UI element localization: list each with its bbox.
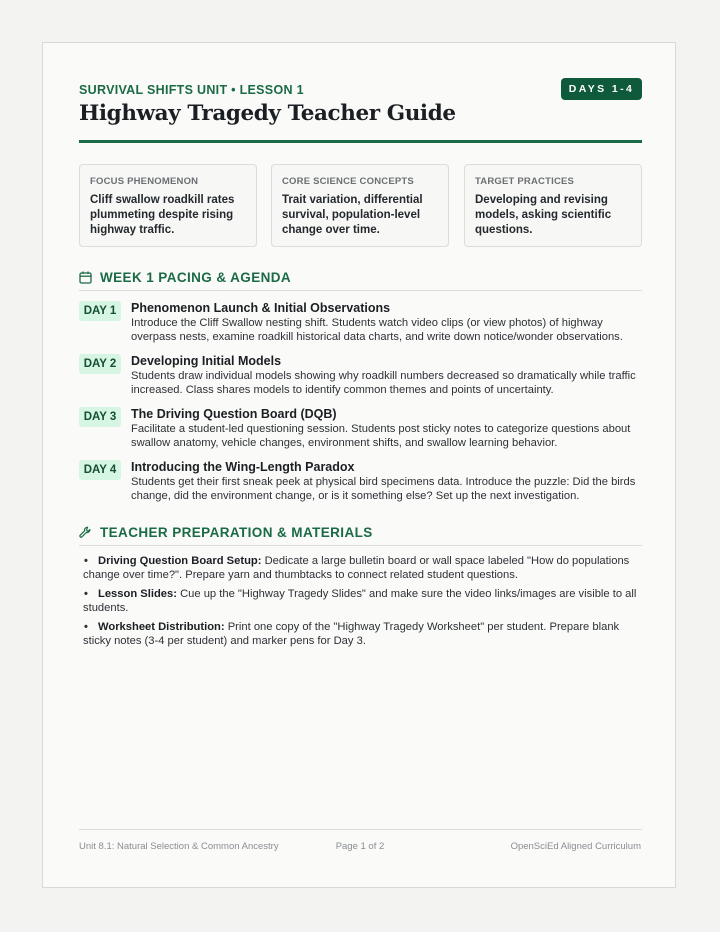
- day-badge: DAY 1: [79, 301, 121, 321]
- unit-eyebrow: SURVIVAL SHIFTS UNIT • LESSON 1: [79, 83, 304, 97]
- pacing-section-title: WEEK 1 PACING & AGENDA: [100, 269, 292, 285]
- card-focus-phenomenon: [79, 164, 257, 247]
- agenda-item-description: Students get their first sneak peek at physical bird specimens data. Introduce the puzzle: Did the birds change, did the environment change, or is it something else? Set up the next investigation.: [131, 476, 636, 502]
- calendar-icon: [79, 271, 92, 284]
- materials-divider: [79, 545, 642, 546]
- agenda-item-description: Facilitate a student-led questioning session. Students post sticky notes to categorize questions about swallow anatomy, vehicle changes, environment shifts, and swallow learning behavior.: [131, 423, 631, 449]
- list-item-text: Print one copy of the "Highway Tragedy Worksheet" per student. Prepare blank sticky notes (3-4 per student) and marker pens for Day 3.: [83, 621, 620, 647]
- wrench-icon: [79, 526, 92, 539]
- materials-section-header: [79, 522, 373, 542]
- agenda-item-title: Phenomenon Launch & Initial Observations: [131, 301, 391, 315]
- card-text: Trait variation, differential survival, population-level change over time.: [282, 194, 423, 236]
- footer-page-number: Page 1 of 2: [335, 841, 385, 852]
- list-item: • Driving Question Board Setup: Dedicate a large bulletin board or wall space labeled "How do populations change over time?". Prepare yarn and thumbtacks to connect related student questions.: [83, 555, 630, 581]
- materials-list: [83, 554, 643, 653]
- card-label: TARGET PRACTICES: [475, 176, 575, 187]
- footer-unit: Unit 8.1: Natural Selection & Common Ancestry: [79, 841, 279, 852]
- list-item: • Worksheet Distribution: Print one copy of the "Highway Tragedy Worksheet" per student. Prepare blank sticky notes (3-4 per student) and marker pens for Day 3.: [83, 621, 620, 647]
- pacing-section-header: [79, 267, 291, 287]
- agenda-item-description: Introduce the Cliff Swallow nesting shift. Students watch video clips (or view photos) of highway overpass nests, examine roadkill historical data charts, and write down notice/wonder observations.: [131, 317, 623, 343]
- list-item: • Lesson Slides: Cue up the "Highway Tragedy Slides" and make sure the video links/images are visible to all students.: [83, 588, 637, 614]
- materials-section-title: TEACHER PREPARATION & MATERIALS: [100, 524, 373, 540]
- agenda-item-title: The Driving Question Board (DQB): [131, 407, 337, 421]
- agenda-item-title: Introducing the Wing-Length Paradox: [131, 460, 355, 474]
- days-badge: DAYS 1-4: [561, 78, 642, 100]
- card-label: CORE SCIENCE CONCEPTS: [282, 176, 414, 187]
- agenda-item-day-3: [131, 407, 643, 450]
- card-target-practices: [464, 164, 642, 247]
- card-text: Developing and revising models, asking scientific questions.: [475, 194, 612, 236]
- list-item-text: Dedicate a large bulletin board or wall space labeled "How do populations change over time?". Prepare yarn and thumbtacks to connect related student questions.: [83, 555, 630, 581]
- agenda-item-day-4: [131, 460, 643, 503]
- document-page: [42, 42, 676, 888]
- agenda-item-day-1: [131, 301, 643, 344]
- title-divider: [79, 140, 642, 143]
- footer-divider: [79, 829, 642, 830]
- day-badge: DAY 4: [79, 460, 121, 480]
- agenda-item-day-2: [131, 354, 643, 397]
- day-badge: DAY 3: [79, 407, 121, 427]
- page-title: Highway Tragedy Teacher Guide: [79, 101, 456, 126]
- list-item-label: Lesson Slides:: [98, 588, 177, 600]
- list-item-label: Worksheet Distribution:: [98, 621, 225, 633]
- agenda-item-title: Developing Initial Models: [131, 354, 282, 368]
- day-badge: DAY 2: [79, 354, 121, 374]
- card-text: Cliff swallow roadkill rates plummeting despite rising highway traffic.: [90, 194, 235, 236]
- pacing-divider: [79, 290, 642, 291]
- agenda-item-description: Students draw individual models showing why roadkill numbers decreased so dramatically while traffic increased. Class shares models to identify common themes and points of uncertainty.: [131, 370, 636, 396]
- list-item-text: Cue up the "Highway Tragedy Slides" and make sure the video links/images are visible to all students.: [83, 588, 637, 614]
- card-core-concepts: [271, 164, 449, 247]
- card-label: FOCUS PHENOMENON: [90, 176, 199, 187]
- list-item-label: Driving Question Board Setup:: [98, 555, 262, 567]
- footer-curriculum: OpenSciEd Aligned Curriculum: [510, 841, 641, 852]
